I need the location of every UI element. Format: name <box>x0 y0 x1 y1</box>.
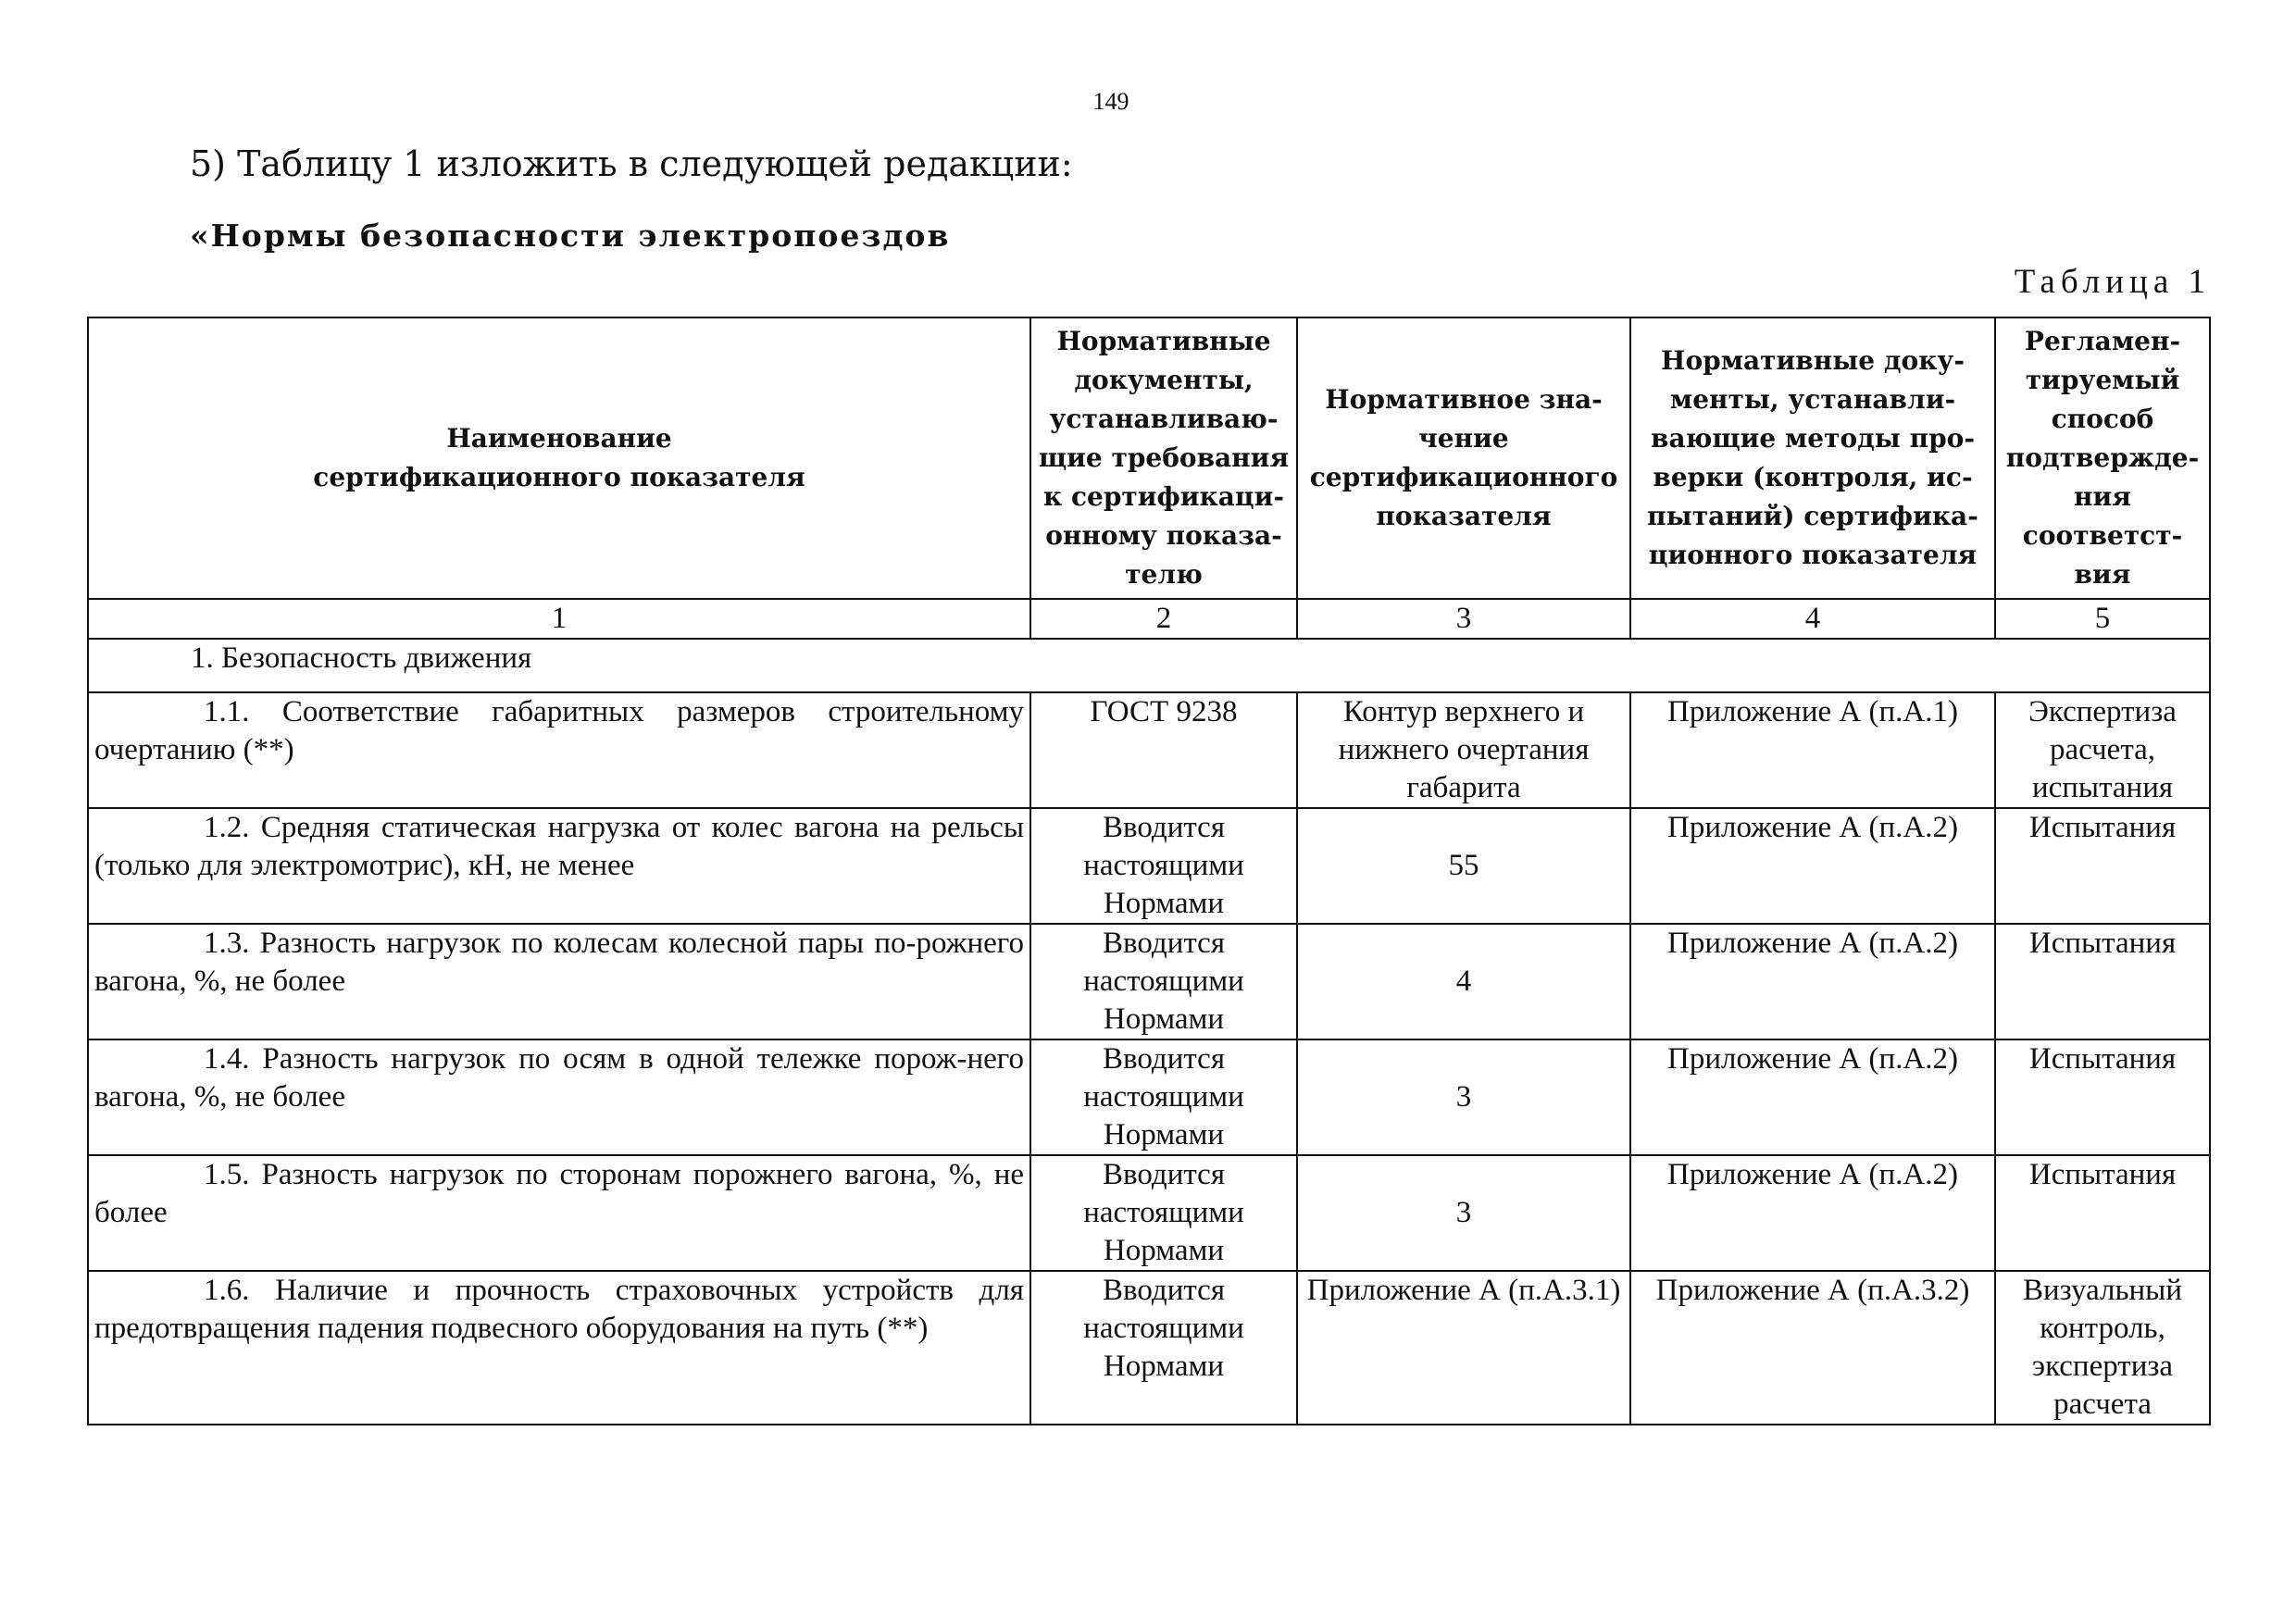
method-doc: Приложение А (п.А.3.2) <box>1630 1271 1995 1425</box>
table-row <box>88 1271 2210 1425</box>
normative-value: 4 <box>1297 924 1630 1039</box>
indicator-name: 1.6. Наличие и прочность страховочных устройств для предотвращения падения подвесного оборудования на путь (**) <box>88 1271 1030 1425</box>
table-label: Таблица 1 <box>2014 263 2211 301</box>
confirmation-method: Экспертиза расчета, испытания <box>1995 692 2210 808</box>
method-doc: Приложение А (п.А.2) <box>1630 1039 1995 1155</box>
normative-value: Приложение А (п.А.3.1) <box>1297 1271 1630 1425</box>
normative-value: 3 <box>1297 1039 1630 1155</box>
indicator-name: 1.1. Соответствие габаритных размеров строительному очертанию (**) <box>88 692 1030 808</box>
header-normative-value: Нормативное зна-чение сертификационного показателя <box>1297 317 1630 599</box>
column-number: 3 <box>1297 599 1630 639</box>
header-name: Наименование сертификационного показателя <box>88 317 1030 599</box>
column-number: 1 <box>88 599 1030 639</box>
normative-value: 3 <box>1297 1155 1630 1271</box>
header-method-docs: Нормативные доку-менты, устанавли-вающие методы про-верки (контроля, ис-пытаний) сертифика-ционного показателя <box>1630 317 1995 599</box>
requirement-doc: Вводится настоящими Нормами <box>1030 1271 1297 1425</box>
indicator-name: 1.3. Разность нагрузок по колесам колесной пары по-рожнего вагона, %, не более <box>88 924 1030 1039</box>
header-requirement-docs: Нормативные документы, устанавливаю-щие требования к сертификаци-онному показа-телю <box>1030 317 1297 599</box>
confirmation-method: Визуальный контроль, экспертиза расчета <box>1995 1271 2210 1425</box>
table-row <box>88 692 2210 808</box>
table-row <box>88 924 2210 1039</box>
indicator-name: 1.5. Разность нагрузок по сторонам порожнего вагона, %, не более <box>88 1155 1030 1271</box>
confirmation-method: Испытания <box>1995 1039 2210 1155</box>
method-doc: Приложение А (п.А.2) <box>1630 924 1995 1039</box>
indicator-name: 1.2. Средняя статическая нагрузка от колес вагона на рельсы (только для электромотрис), кН, не менее <box>88 808 1030 924</box>
table-header-row <box>88 317 2210 599</box>
table-caption: «Нормы безопасности электропоездов <box>190 218 951 254</box>
requirement-doc: Вводится настоящими Нормами <box>1030 1039 1297 1155</box>
method-doc: Приложение А (п.А.2) <box>1630 1155 1995 1271</box>
requirement-doc: Вводится настоящими Нормами <box>1030 924 1297 1039</box>
column-number: 5 <box>1995 599 2210 639</box>
requirement-doc: Вводится настоящими Нормами <box>1030 1155 1297 1271</box>
requirement-doc: Вводится настоящими Нормами <box>1030 808 1297 924</box>
section-title: 1. Безопасность движения <box>88 639 2210 692</box>
section-row <box>88 639 2210 692</box>
confirmation-method: Испытания <box>1995 808 2210 924</box>
confirmation-method: Испытания <box>1995 924 2210 1039</box>
requirement-doc: ГОСТ 9238 <box>1030 692 1297 808</box>
page-number: 149 <box>1092 88 1129 115</box>
confirmation-method: Испытания <box>1995 1155 2210 1271</box>
indicator-name: 1.4. Разность нагрузок по осям в одной тележке порож-него вагона, %, не более <box>88 1039 1030 1155</box>
normative-value: Контур верхнего и нижнего очертания габарита <box>1297 692 1630 808</box>
method-doc: Приложение А (п.А.2) <box>1630 808 1995 924</box>
amendment-line: 5) Таблицу 1 изложить в следующей редакции: <box>190 143 1073 184</box>
column-number: 4 <box>1630 599 1995 639</box>
table-row <box>88 808 2210 924</box>
header-confirmation: Регламен-тируемый способ подтвержде-ния соответст-вия <box>1995 317 2210 599</box>
method-doc: Приложение А (п.А.1) <box>1630 692 1995 808</box>
column-number-row <box>88 599 2210 639</box>
table-row <box>88 1155 2210 1271</box>
norms-table <box>87 317 2211 1425</box>
column-number: 2 <box>1030 599 1297 639</box>
normative-value: 55 <box>1297 808 1630 924</box>
table-row <box>88 1039 2210 1155</box>
